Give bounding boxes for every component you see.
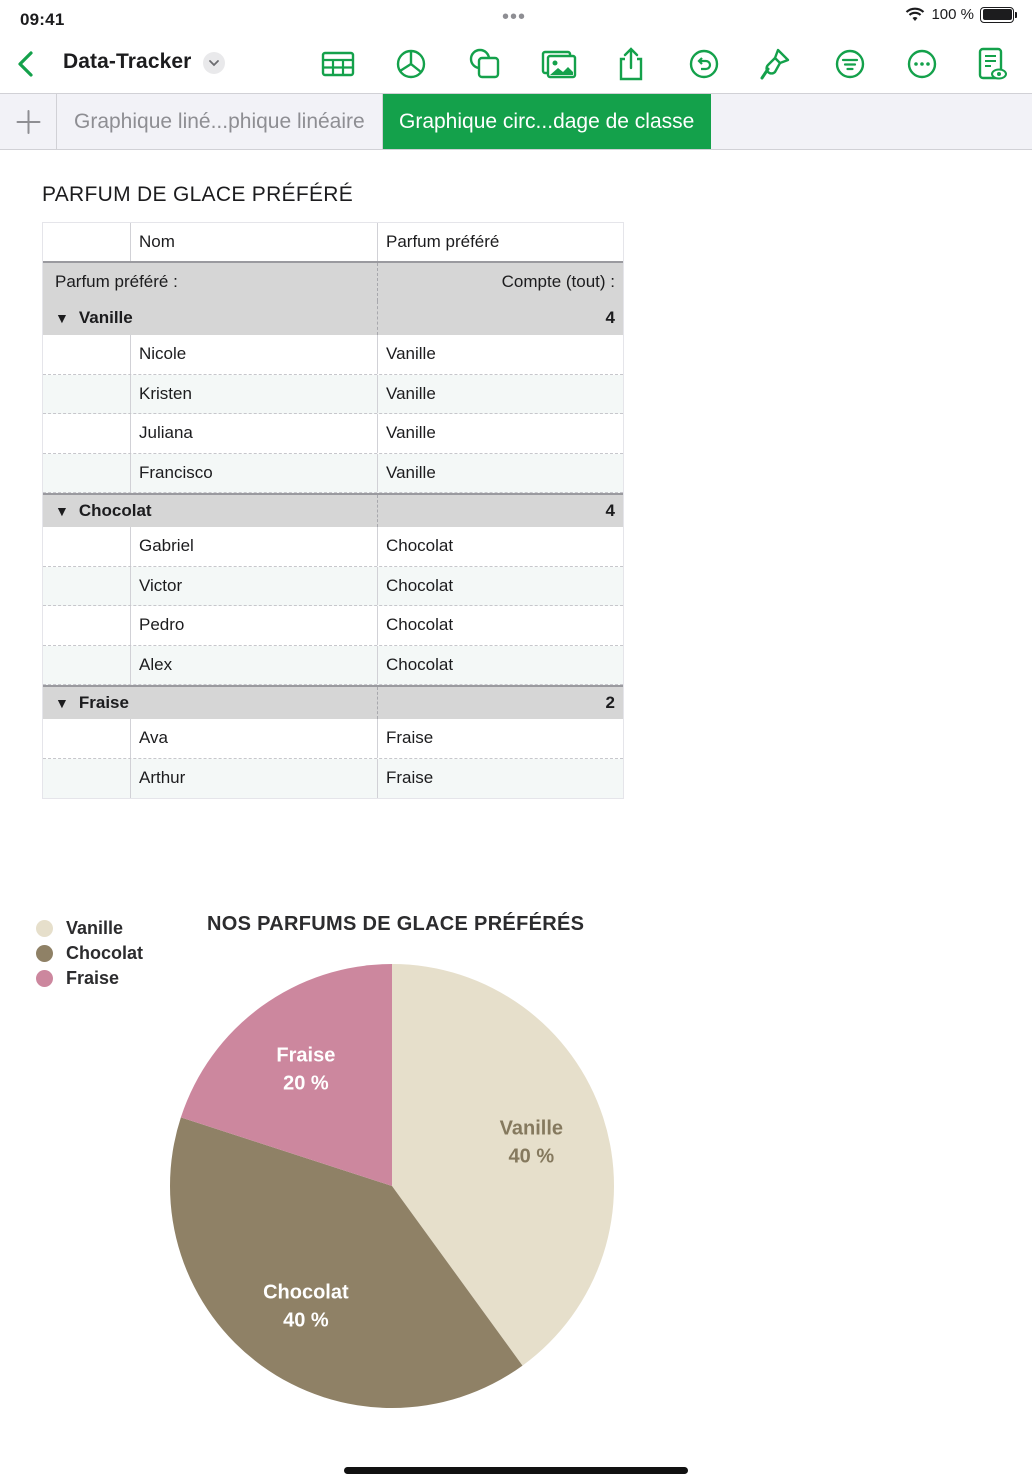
header-empty-cell[interactable] (43, 223, 130, 261)
status-bar (0, 0, 1032, 36)
group-row-chocolat[interactable] (43, 493, 623, 527)
pie-chart[interactable] (168, 962, 616, 1410)
table-row[interactable]: Pedro Chocolat (43, 606, 623, 646)
table-row[interactable]: Alex Chocolat (43, 646, 623, 686)
wifi-icon (905, 7, 925, 23)
slice-label-value: 40 % (508, 1145, 555, 1168)
table-title: PARFUM DE GLACE PRÉFÉRÉ (42, 183, 354, 206)
table-header-row (43, 223, 623, 263)
sheet-tab-bar (0, 93, 1032, 150)
title-menu-chevron-icon[interactable] (203, 52, 225, 74)
undo-icon[interactable] (686, 46, 722, 82)
slice-label-name: Chocolat (263, 1281, 349, 1304)
add-sheet-button[interactable] (0, 94, 57, 149)
header-flavor[interactable]: Parfum préféré (377, 223, 623, 261)
table-row[interactable]: Arthur Fraise (43, 759, 623, 799)
home-indicator[interactable] (344, 1467, 688, 1474)
table-row[interactable]: Juliana Vanille (43, 414, 623, 454)
group-name: Fraise (78, 693, 129, 712)
table-row[interactable]: Ava Fraise (43, 719, 623, 759)
reading-view-icon[interactable] (974, 46, 1010, 82)
slice-label-value: 40 % (283, 1309, 329, 1332)
group-count: 4 (377, 301, 623, 335)
group-row-fraise[interactable] (43, 685, 623, 719)
share-icon[interactable] (613, 46, 649, 82)
multitasking-dots-icon[interactable]: ••• (502, 6, 527, 28)
slice-label-name: Fraise (276, 1044, 336, 1067)
group-name: Chocolat (78, 501, 152, 520)
media-icon[interactable] (541, 46, 577, 82)
table-row[interactable]: Victor Chocolat (43, 567, 623, 607)
table-row[interactable]: Francisco Vanille (43, 454, 623, 494)
tab-line-chart[interactable]: Graphique liné...phique linéaire (58, 94, 383, 149)
group-count: 2 (377, 687, 623, 719)
chart-legend[interactable] (36, 916, 143, 991)
collapse-triangle-icon[interactable]: ▼ (55, 310, 69, 326)
status-indicators (905, 6, 1014, 23)
slice-label-name: Vanille (499, 1117, 564, 1140)
format-brush-icon[interactable] (758, 46, 794, 82)
collapse-triangle-icon[interactable]: ▼ (55, 695, 69, 711)
pivot-table[interactable] (42, 222, 624, 799)
toolbar (0, 36, 1032, 92)
group-row-vanille[interactable] (43, 301, 623, 335)
shapes-icon[interactable] (466, 46, 502, 82)
legend-swatch (36, 920, 53, 937)
more-icon[interactable] (904, 46, 940, 82)
document-title[interactable]: Data-Tracker (63, 50, 192, 73)
table-row[interactable]: Gabriel Chocolat (43, 527, 623, 567)
legend-item-vanille: Vanille (36, 916, 143, 941)
chart-icon[interactable] (393, 46, 429, 82)
legend-swatch (36, 945, 53, 962)
status-time: 09:41 (20, 10, 65, 29)
battery-percent: 100 % (931, 6, 974, 23)
header-name[interactable]: Nom (130, 223, 377, 261)
group-label-row (43, 263, 623, 301)
tab-pie-chart[interactable]: Graphique circ...dage de classe (383, 94, 711, 149)
legend-swatch (36, 970, 53, 987)
group-label: Parfum préféré : (55, 272, 178, 291)
organize-icon[interactable] (832, 46, 868, 82)
group-count: 4 (377, 495, 623, 527)
table-row[interactable]: Kristen Vanille (43, 375, 623, 415)
legend-item-fraise: Fraise (36, 966, 143, 991)
table-icon[interactable] (320, 46, 356, 82)
battery-icon (980, 7, 1014, 23)
group-name: Vanille (78, 308, 133, 327)
legend-item-chocolat: Chocolat (36, 941, 143, 966)
chart-title[interactable]: NOS PARFUMS DE GLACE PRÉFÉRÉS (207, 913, 585, 935)
count-label: Compte (tout) : (377, 263, 623, 301)
back-chevron-icon[interactable] (12, 48, 40, 80)
table-row[interactable]: Nicole Vanille (43, 335, 623, 375)
collapse-triangle-icon[interactable]: ▼ (55, 503, 69, 519)
slice-label-value: 20 % (283, 1072, 329, 1095)
